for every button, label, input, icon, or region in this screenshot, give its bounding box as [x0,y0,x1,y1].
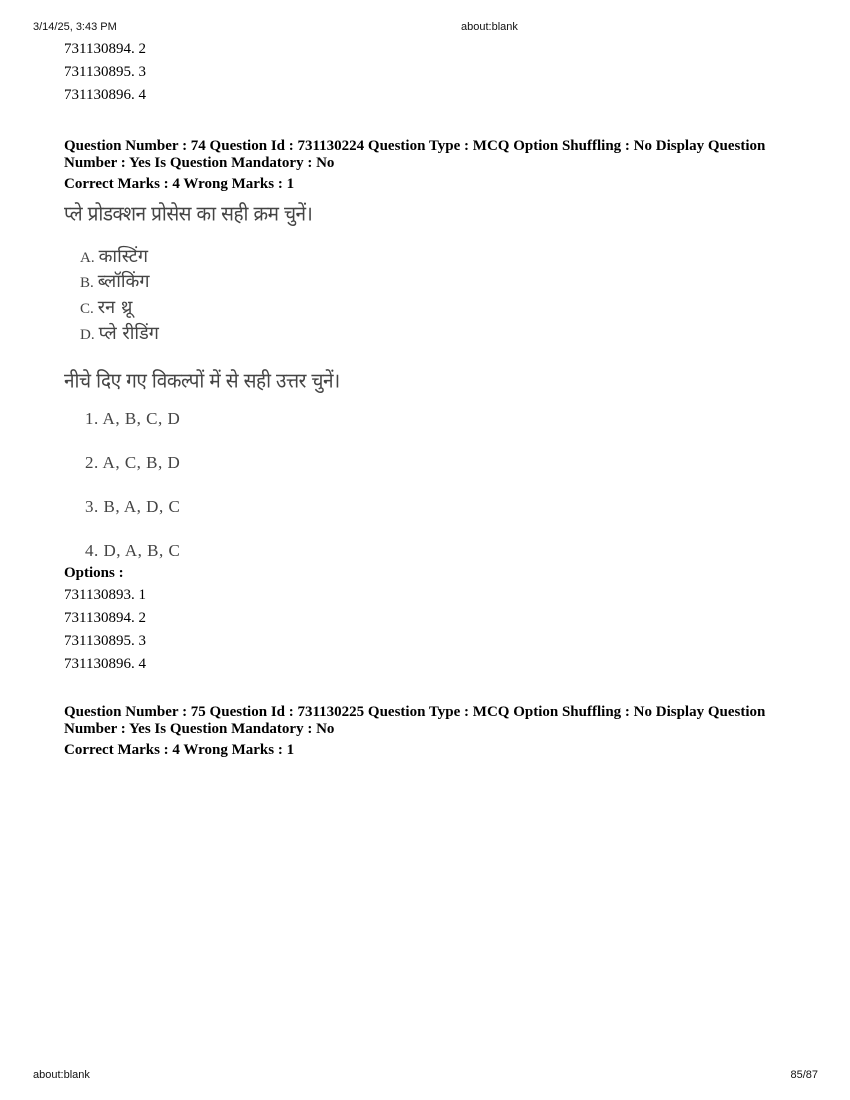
option-line: 731130896. 4 [64,656,146,672]
question-74-item-b [80,269,150,293]
option-line: 731130895. 3 [64,633,146,649]
question-74-choice-3: 3. B, A, D, C [85,497,181,516]
print-footer-page-number: 85/87 [790,1069,818,1081]
question-74-heading: Question Number : 74 Question Id : 731130224 Question Type : MCQ Option Shuffling : No Display Question Number : Yes Is Question Mandatory : No [64,138,766,171]
item-letter: A. [80,250,95,266]
option-line: 731130894. 2 [64,610,146,626]
question-74-item-a [80,244,148,268]
item-text: प्ले रीडिंग [98,323,159,344]
item-letter: B. [80,275,94,291]
question-74-options-label: Options : [64,565,124,581]
question-74-item-d [80,321,159,345]
option-line: 731130893. 1 [64,587,146,603]
option-line: 731130896. 4 [64,87,146,103]
question-75-marks: Correct Marks : 4 Wrong Marks : 1 [64,742,295,758]
question-74-item-c [80,295,132,319]
question-74-marks: Correct Marks : 4 Wrong Marks : 1 [64,176,295,192]
option-line: 731130895. 3 [64,64,146,80]
item-letter: C. [80,301,94,317]
item-text: ब्लॉकिंग [97,271,150,292]
print-header-datetime: 3/14/25, 3:43 PM [33,21,117,33]
question-74-instruction: नीचे दिए गए विकल्पों में से सही उत्तर चुनें। [64,369,340,393]
print-header-url: about:blank [461,21,518,33]
item-text: रन थ्रू [97,297,133,318]
item-text: कास्टिंग [98,246,148,267]
question-74-choice-1: 1. A, B, C, D [85,409,181,428]
print-footer-url: about:blank [33,1069,90,1081]
item-letter: D. [80,327,95,343]
option-line: 731130894. 2 [64,41,146,57]
question-74-choice-2: 2. A, C, B, D [85,453,181,472]
question-74-prompt: प्ले प्रोडक्शन प्रोसेस का सही क्रम चुनें। [64,202,313,226]
question-74-choice-4: 4. D, A, B, C [85,541,181,560]
question-75-heading: Question Number : 75 Question Id : 731130225 Question Type : MCQ Option Shuffling : No Display Question Number : Yes Is Question Mandatory : No [64,704,766,737]
